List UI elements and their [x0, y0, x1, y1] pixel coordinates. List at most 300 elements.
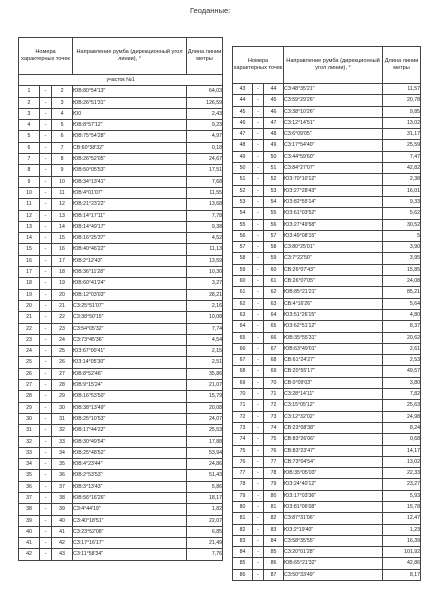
point-dash: - — [253, 434, 264, 445]
point-dash: - — [40, 515, 52, 526]
point-from: 39 — [19, 515, 40, 526]
length-cell: 17,51 — [187, 165, 223, 176]
bearing-cell: ЮВ:50°05'53" — [73, 165, 187, 176]
point-dash: - — [253, 332, 264, 343]
bearing-cell: СЗ:12°14'51" — [284, 117, 383, 128]
table-row — [233, 95, 421, 106]
table-row — [19, 402, 223, 413]
table-row — [19, 334, 223, 345]
point-dash: - — [253, 400, 264, 411]
table-row — [19, 526, 223, 537]
length-cell: 5,93 — [383, 490, 421, 501]
bearing-cell: Ю0 — [73, 108, 187, 119]
length-cell: 51,43 — [187, 470, 223, 481]
point-to: 33 — [52, 436, 73, 447]
point-from: 71 — [233, 400, 253, 411]
point-dash: - — [40, 165, 52, 176]
length-cell: 13,59 — [187, 255, 223, 266]
table-row — [19, 131, 223, 142]
point-from: 77 — [233, 468, 253, 479]
table-row — [233, 411, 421, 422]
bearing-cell: ЮВ:80°54'13" — [73, 86, 187, 97]
table-row — [19, 199, 223, 210]
length-cell: 18,17 — [187, 492, 223, 503]
point-to: 3 — [52, 97, 73, 108]
point-dash: - — [253, 219, 264, 230]
point-to: 21 — [52, 300, 73, 311]
point-from: 86 — [233, 569, 253, 580]
bearing-cell: СВ:73°04'54" — [284, 456, 383, 467]
table-row — [19, 504, 223, 515]
point-to: 7 — [52, 142, 73, 153]
table-row — [19, 142, 223, 153]
point-from: 65 — [233, 332, 253, 343]
point-to: 49 — [264, 140, 284, 151]
point-to: 16 — [52, 244, 73, 255]
point-dash: - — [253, 264, 264, 275]
bearing-cell: ЮВ:14°49'17" — [73, 221, 187, 232]
point-from: 40 — [19, 526, 40, 537]
point-from: 49 — [233, 151, 253, 162]
point-from: 60 — [233, 276, 253, 287]
length-cell: 7,76 — [187, 549, 223, 560]
header-length: Длина линии метры — [187, 38, 223, 75]
point-from: 45 — [233, 106, 253, 117]
point-to: 35 — [52, 459, 73, 470]
point-from: 13 — [19, 221, 40, 232]
bearing-cell: ЮВ:21°23'22" — [73, 199, 187, 210]
table-row — [233, 321, 421, 332]
length-cell: 15,78 — [383, 501, 421, 512]
point-dash: - — [40, 131, 52, 142]
point-dash: - — [253, 106, 264, 117]
point-dash: - — [40, 176, 52, 187]
bearing-cell: ЮВ:30°49'54" — [73, 436, 187, 447]
point-to: 86 — [264, 558, 284, 569]
point-to: 2 — [52, 86, 73, 97]
point-dash: - — [253, 117, 264, 128]
table-row — [19, 154, 223, 165]
length-cell: 3,80 — [383, 377, 421, 388]
point-to: 17 — [52, 255, 73, 266]
table-row — [233, 106, 421, 117]
point-dash: - — [253, 151, 264, 162]
point-to: 82 — [264, 513, 284, 524]
bearing-cell: ЮЗ:70°10'12" — [284, 174, 383, 185]
length-cell: 24,07 — [187, 413, 223, 424]
point-from: 53 — [233, 196, 253, 207]
table-row — [19, 481, 223, 492]
table-row — [233, 151, 421, 162]
length-cell: 2,15 — [187, 346, 223, 357]
point-to: 66 — [264, 332, 284, 343]
table-row — [19, 538, 223, 549]
header-bearing: Направление румба (дирекционный угол линии), ° — [73, 38, 187, 75]
point-to: 67 — [264, 343, 284, 354]
point-to: 80 — [264, 490, 284, 501]
bearing-cell: ЮВ:38°13'49" — [73, 402, 187, 413]
bearing-cell: СЗ:17°54'40" — [284, 140, 383, 151]
point-dash: - — [253, 196, 264, 207]
bearing-cell: СЗ:20°01'28" — [284, 547, 383, 558]
bearing-cell: ЮЗ:27°28'43" — [284, 185, 383, 196]
length-cell: 15,79 — [187, 391, 223, 402]
length-cell: 2,61 — [383, 343, 421, 354]
point-to: 5 — [52, 120, 73, 131]
point-to: 18 — [52, 267, 73, 278]
length-cell: 24,86 — [187, 459, 223, 470]
geodata-table-right — [232, 46, 421, 581]
bearing-cell: СЗ:59°29'26" — [284, 95, 383, 106]
bearing-cell: ЮВ:40°46'22" — [73, 244, 187, 255]
bearing-cell: ЮЗ:2°19'40" — [284, 524, 383, 535]
length-cell: 1,82 — [187, 504, 223, 515]
point-to: 38 — [52, 492, 73, 503]
point-from: 21 — [19, 312, 40, 323]
length-cell: 8,37 — [383, 321, 421, 332]
table-row — [19, 221, 223, 232]
bearing-cell: ЮВ:75°54'28" — [73, 131, 187, 142]
bearing-cell: СЗ:15°05'12" — [284, 400, 383, 411]
point-dash: - — [253, 343, 264, 354]
length-cell: 7,68 — [187, 176, 223, 187]
point-to: 64 — [264, 309, 284, 320]
table-row — [19, 312, 223, 323]
table-row — [233, 513, 421, 524]
length-cell: 5,62 — [383, 208, 421, 219]
point-dash: - — [40, 278, 52, 289]
point-from: 44 — [233, 95, 253, 106]
table-row — [233, 298, 421, 309]
section-label: участок №1 — [19, 75, 223, 86]
point-from: 24 — [19, 346, 40, 357]
point-dash: - — [40, 492, 52, 503]
table-row — [19, 391, 223, 402]
point-dash: - — [253, 569, 264, 580]
point-to: 76 — [264, 445, 284, 456]
point-dash: - — [253, 208, 264, 219]
length-cell: 5,86 — [187, 481, 223, 492]
point-from: 74 — [233, 434, 253, 445]
table-row — [19, 447, 223, 458]
point-from: 18 — [19, 278, 40, 289]
point-dash: - — [40, 210, 52, 221]
point-dash: - — [40, 346, 52, 357]
point-dash: - — [40, 481, 52, 492]
point-from: 32 — [19, 436, 40, 447]
bearing-cell: СЗ:7°22'50" — [284, 253, 383, 264]
bearing-cell: ЮВ:17°44'22" — [73, 425, 187, 436]
bearing-cell: СЗ:40°18'51" — [73, 515, 187, 526]
point-to: 65 — [264, 321, 284, 332]
point-to: 22 — [52, 312, 73, 323]
point-to: 84 — [264, 535, 284, 546]
length-cell: 9,23 — [187, 120, 223, 131]
point-dash: - — [40, 459, 52, 470]
point-to: 34 — [52, 447, 73, 458]
point-dash: - — [40, 413, 52, 424]
point-from: 16 — [19, 255, 40, 266]
table-row — [233, 208, 421, 219]
length-cell: 5,64 — [383, 298, 421, 309]
table-row — [233, 230, 421, 241]
length-cell: 7,82 — [383, 389, 421, 400]
table-row — [233, 343, 421, 354]
length-cell: 35,86 — [187, 368, 223, 379]
point-dash: - — [253, 185, 264, 196]
table-row — [19, 120, 223, 131]
header-length: Длина линии метры — [383, 47, 421, 84]
table-row — [19, 165, 223, 176]
point-to: 55 — [264, 208, 284, 219]
point-from: 50 — [233, 163, 253, 174]
bearing-cell: ЮЗ:51°26'15" — [284, 309, 383, 320]
bearing-cell: СВ:83°26'06" — [284, 434, 383, 445]
table-row — [233, 84, 421, 95]
table-row — [233, 117, 421, 128]
point-from: 84 — [233, 547, 253, 558]
table-row — [233, 558, 421, 569]
point-to: 6 — [52, 131, 73, 142]
length-cell: 13,68 — [187, 199, 223, 210]
point-to: 87 — [264, 569, 284, 580]
bearing-cell: ЮВ:25°48'52" — [73, 447, 187, 458]
point-to: 51 — [264, 163, 284, 174]
length-cell: 64,03 — [187, 86, 223, 97]
point-from: 83 — [233, 535, 253, 546]
point-from: 9 — [19, 176, 40, 187]
point-to: 56 — [264, 219, 284, 230]
bearing-cell: СЗ:73°45'36" — [73, 334, 187, 345]
table-row — [19, 267, 223, 278]
bearing-cell: ЮЗ:24°40'12" — [284, 479, 383, 490]
point-from: 5 — [19, 131, 40, 142]
point-from: 62 — [233, 298, 253, 309]
length-cell: 4,80 — [383, 309, 421, 320]
point-dash: - — [253, 242, 264, 253]
bearing-cell: ЮВ:14°17'11" — [73, 210, 187, 221]
bearing-cell: СЗ:4°44'19" — [73, 504, 187, 515]
bearing-cell: ЮВ:36°11'28" — [73, 267, 187, 278]
bearing-cell: СЗ:87°31'06" — [284, 513, 383, 524]
point-to: 32 — [52, 425, 73, 436]
table-row — [19, 244, 223, 255]
length-cell: 10,08 — [187, 312, 223, 323]
table-row — [19, 515, 223, 526]
bearing-cell: ЮВ:25°10'53" — [73, 413, 187, 424]
point-from: 85 — [233, 558, 253, 569]
point-from: 75 — [233, 445, 253, 456]
table-row — [19, 459, 223, 470]
point-dash: - — [253, 456, 264, 467]
point-from: 66 — [233, 343, 253, 354]
length-cell: 7,74 — [187, 323, 223, 334]
table-row — [233, 264, 421, 275]
length-cell: 2,38 — [383, 174, 421, 185]
length-cell: 0,18 — [187, 142, 223, 153]
point-dash: - — [40, 391, 52, 402]
point-to: 62 — [264, 287, 284, 298]
point-from: 38 — [19, 504, 40, 515]
length-cell: 10,30 — [187, 267, 223, 278]
point-dash: - — [40, 447, 52, 458]
point-from: 36 — [19, 481, 40, 492]
length-cell: 22,33 — [383, 468, 421, 479]
point-from: 27 — [19, 380, 40, 391]
point-from: 54 — [233, 208, 253, 219]
point-from: 82 — [233, 524, 253, 535]
point-from: 2 — [19, 97, 40, 108]
point-to: 42 — [52, 538, 73, 549]
point-dash: - — [40, 187, 52, 198]
point-dash: - — [40, 538, 52, 549]
point-dash: - — [253, 84, 264, 95]
length-cell: 42,82 — [383, 163, 421, 174]
bearing-cell: ЮЗ:62°51'12" — [284, 321, 383, 332]
point-to: 61 — [264, 276, 284, 287]
bearing-cell: СЗ:25°51'07" — [73, 300, 187, 311]
point-dash: - — [253, 389, 264, 400]
point-to: 36 — [52, 470, 73, 481]
point-to: 30 — [52, 402, 73, 413]
point-dash: - — [40, 357, 52, 368]
length-cell: 9,38 — [187, 221, 223, 232]
point-dash: - — [40, 526, 52, 537]
bearing-cell: СЗ:54°05'32" — [73, 323, 187, 334]
point-from: 33 — [19, 447, 40, 458]
table-row — [233, 501, 421, 512]
point-to: 75 — [264, 434, 284, 445]
point-from: 34 — [19, 459, 40, 470]
table-row — [233, 129, 421, 140]
point-dash: - — [40, 233, 52, 244]
point-dash: - — [40, 312, 52, 323]
table-row — [19, 86, 223, 97]
point-dash: - — [253, 163, 264, 174]
point-to: 8 — [52, 154, 73, 165]
table-row — [19, 323, 223, 334]
point-to: 63 — [264, 298, 284, 309]
point-from: 69 — [233, 377, 253, 388]
point-to: 53 — [264, 185, 284, 196]
point-to: 83 — [264, 524, 284, 535]
point-dash: - — [253, 321, 264, 332]
point-from: 46 — [233, 117, 253, 128]
point-from: 23 — [19, 334, 40, 345]
point-from: 26 — [19, 368, 40, 379]
point-dash: - — [253, 276, 264, 287]
length-cell: 0,68 — [383, 434, 421, 445]
table-row — [19, 233, 223, 244]
table-row — [19, 97, 223, 108]
point-to: 46 — [264, 106, 284, 117]
length-cell: 6,85 — [187, 526, 223, 537]
point-dash: - — [253, 95, 264, 106]
point-to: 69 — [264, 366, 284, 377]
length-cell: 3,95 — [383, 253, 421, 264]
point-dash: - — [40, 380, 52, 391]
bearing-cell: ЮВ:35°05'03" — [284, 468, 383, 479]
length-cell: 11,57 — [383, 84, 421, 95]
table-row — [233, 332, 421, 343]
point-dash: - — [40, 97, 52, 108]
point-from: 11 — [19, 199, 40, 210]
point-to: 85 — [264, 547, 284, 558]
point-dash: - — [253, 468, 264, 479]
length-cell: 11,13 — [187, 244, 223, 255]
table-row — [19, 210, 223, 221]
point-from: 57 — [233, 242, 253, 253]
point-to: 71 — [264, 389, 284, 400]
point-to: 57 — [264, 230, 284, 241]
point-to: 40 — [52, 515, 73, 526]
point-to: 12 — [52, 199, 73, 210]
point-from: 17 — [19, 267, 40, 278]
bearing-cell: СЗ:58°35'55" — [284, 535, 383, 546]
point-to: 10 — [52, 176, 73, 187]
header-points: Номера характерных точек — [233, 47, 284, 84]
point-to: 54 — [264, 196, 284, 207]
table-row — [233, 174, 421, 185]
table-row — [19, 108, 223, 119]
point-from: 61 — [233, 287, 253, 298]
length-cell: 25,59 — [383, 140, 421, 151]
table-row — [233, 309, 421, 320]
table-row — [233, 569, 421, 580]
bearing-cell: ЮВ:2°53'53" — [73, 470, 187, 481]
length-cell: 20,08 — [187, 402, 223, 413]
point-from: 42 — [19, 549, 40, 560]
point-dash: - — [40, 425, 52, 436]
point-to: 26 — [52, 357, 73, 368]
point-from: 6 — [19, 142, 40, 153]
point-to: 19 — [52, 278, 73, 289]
length-cell: 15,85 — [383, 264, 421, 275]
point-to: 20 — [52, 289, 73, 300]
table-row — [19, 255, 223, 266]
point-dash: - — [253, 490, 264, 501]
length-cell: 5 — [383, 230, 421, 241]
point-dash: - — [40, 244, 52, 255]
point-dash: - — [40, 323, 52, 334]
table-row — [19, 470, 223, 481]
length-cell: 20,62 — [383, 332, 421, 343]
point-dash: - — [40, 267, 52, 278]
point-from: 37 — [19, 492, 40, 503]
point-to: 72 — [264, 400, 284, 411]
point-from: 14 — [19, 233, 40, 244]
length-cell: 30,52 — [383, 219, 421, 230]
point-to: 50 — [264, 151, 284, 162]
point-from: 4 — [19, 120, 40, 131]
point-from: 10 — [19, 187, 40, 198]
point-dash: - — [253, 230, 264, 241]
length-cell: 9,33 — [383, 196, 421, 207]
bearing-cell: ЮВ:60°41'24" — [73, 278, 187, 289]
bearing-cell: ЮВ:4°01'07" — [73, 187, 187, 198]
point-dash: - — [253, 174, 264, 185]
bearing-cell: ЮВ:26°51'31" — [73, 97, 187, 108]
point-dash: - — [40, 402, 52, 413]
bearing-cell: ЮЗ:82°55'14" — [284, 196, 383, 207]
point-to: 31 — [52, 413, 73, 424]
point-dash: - — [253, 535, 264, 546]
table-row — [19, 300, 223, 311]
bearing-cell: ЮВ:8°57'12" — [73, 120, 187, 131]
point-from: 3 — [19, 108, 40, 119]
point-from: 51 — [233, 174, 253, 185]
point-from: 67 — [233, 355, 253, 366]
